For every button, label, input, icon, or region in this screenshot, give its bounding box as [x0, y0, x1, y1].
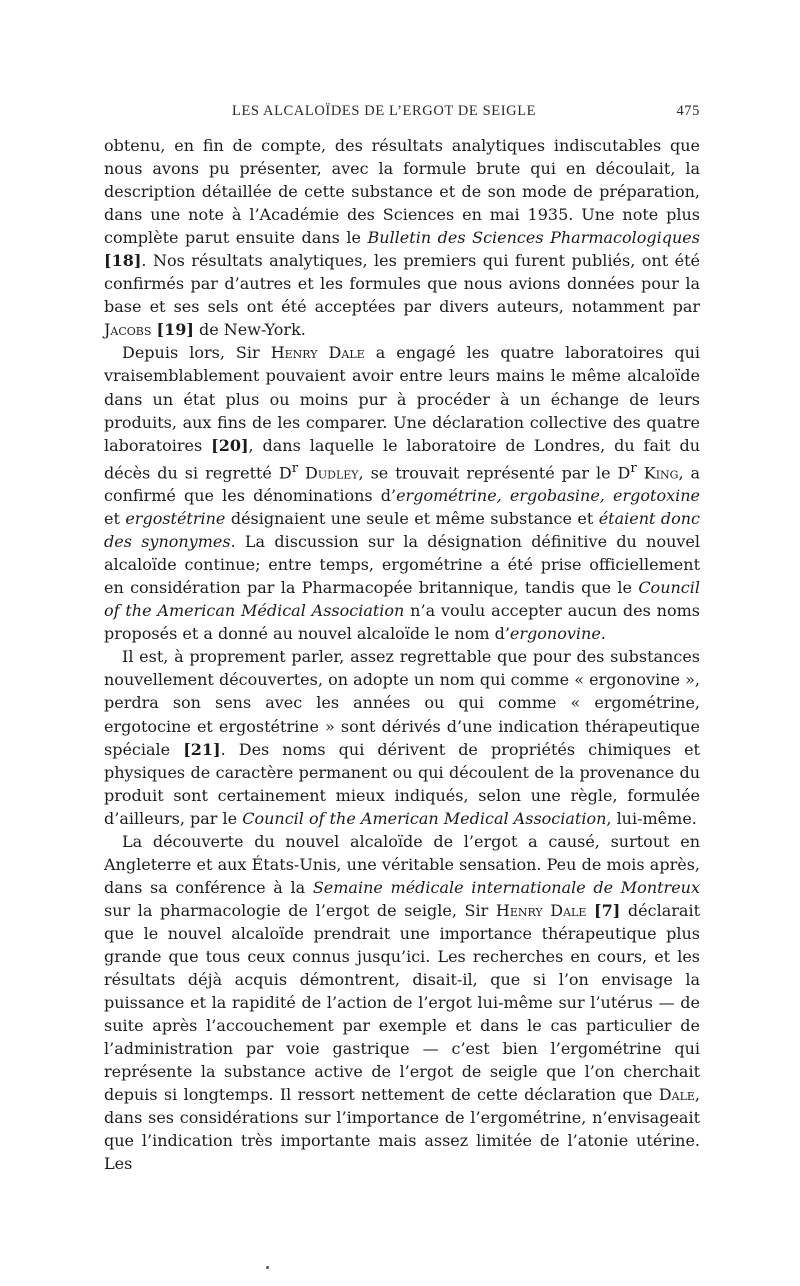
p4-text-c: déclarait que le nouvel alcaloïde prendrait une importance thérapeutique plus grande que tous ceux connus jusqu’ici. Les recherches en cours, et les résultats déjà acquis démontrent, disait-il, que si l’on envisage la puissance et la rapidité de l’action de l’ergot lui-même sur l’utérus — de suite après l’accouchement par exemple et dans le cas particulier de l’administration par voie gastrique — c’est bien l’ergométrine qui représente la substance active de l’ergot de seigle que l’on cherchait depuis si longtemps. Il ressort nettement de cette déclaration que	[104, 900, 700, 1105]
author-dale: Dale	[658, 1085, 695, 1105]
ergonovine-term: ergonovine	[509, 624, 601, 644]
reference-7: [7]	[594, 900, 621, 920]
paragraph-2	[104, 341, 700, 645]
author-jacobs: Jacobs	[104, 320, 152, 340]
p1-text-c: de New-York.	[193, 320, 306, 340]
p3-text-a: Il est, à proprement parler, assez regrettable que pour des substances nouvellement découvertes, on adopte un nom qui comme « ergonovine », perdra son sens avec les années ou qui comme « ergométrine, ergotocine et ergostétrine » sont dérivés d’une indication thérapeutique spéciale	[104, 647, 700, 759]
page-number: 475	[676, 103, 700, 119]
p2-text-j: .	[600, 624, 606, 644]
council-name-2: Council of the American Medical Association	[242, 808, 607, 828]
paragraph-4	[104, 830, 700, 1176]
p2-text-c: , dans laquelle le laboratoire de Londres, du fait du décès du si regretté D	[104, 435, 700, 482]
author-henry-dale-2: Henry Dale	[495, 900, 587, 920]
p2-text-b: a engagé les quatre laboratoires qui vraisemblablement pouvaient avoir entre leurs mains le même alcaloïde dans un état plus ou moins pur à procéder à un échange de leurs produits, aux fins de les comparer. Une déclaration collective des quatre laboratoires	[104, 343, 701, 455]
reference-19: [19]	[156, 320, 194, 340]
p2-text-h: . La discussion sur la désignation définitive du nouvel alcaloïde continue; entre temps, ergométrine a été prise officiellement en considération par la Pharmacopée britannique, tandis que le	[104, 532, 701, 598]
p3-text-c: , lui-même.	[606, 808, 697, 828]
p2-text-a: Depuis lors, Sir	[122, 343, 271, 363]
author-dudley: Dudley	[305, 462, 359, 482]
reference-21: [21]	[183, 739, 221, 759]
p2-text-d: , se trouvait représenté par le D	[358, 462, 631, 482]
journal-title: Bulletin des Sciences Pharmacologiques	[367, 228, 700, 248]
paragraph-1	[104, 134, 700, 341]
p2-text-f: et	[104, 509, 126, 529]
author-king: King	[643, 462, 679, 482]
semaine-medicale-title: Semaine médicale internationale de Montreux	[312, 877, 700, 897]
alkaloid-names: ergométrine, ergobasine, ergotoxine	[396, 486, 700, 506]
body-text	[104, 134, 700, 1175]
dr-superscript-2: r	[630, 460, 637, 476]
paragraph-3	[104, 645, 700, 829]
p4-text-b: sur la pharmacologie de l’ergot de seigle, Sir	[104, 900, 496, 920]
p3-text-b: . Des noms qui dérivent de propriétés chimiques et physiques de caractère permanent ou qui découlent de la provenance du produit sont certainement mieux indiqués, selon une règle, formulée d’ailleurs, par le	[104, 739, 700, 828]
p1-text-a: obtenu, en fin de compte, des résultats analytiques indiscutables que nous avons pu présenter, avec la formule brute qui en découlait, la description détaillée de cette substance et de son mode de préparation, dans une note à l’Académie des Sciences en mai 1935. Une note plus complète parut ensuite dans le	[104, 136, 700, 248]
author-henry-dale: Henry Dale	[270, 343, 365, 363]
running-head	[104, 103, 700, 125]
ink-speck	[266, 1266, 269, 1269]
running-title: LES ALCALOÏDES DE L’ERGOT DE SEIGLE	[232, 103, 537, 119]
reference-20: [20]	[211, 435, 249, 455]
council-name-1: Council of the American Médical Association	[104, 578, 700, 621]
p4-text-a: La découverte du nouvel alcaloïde de l’ergot a causé, surtout en Angleterre et aux États-Unis, une véritable sensation. Peu de mois après, dans sa conférence à la	[104, 831, 700, 897]
synonymes-phrase: étaient donc des synonymes	[104, 509, 701, 552]
reference-18: [18]	[104, 251, 142, 271]
p4-text-d: , dans ses considérations sur l’importance de l’ergométrine, n’envisageait que l’indication très importante mais assez limitée de l’atonie utérine. Les	[104, 1085, 700, 1174]
p1-text-b: . Nos résultats analytiques, les premiers qui furent publiés, ont été confirmés par d’autres et les formules que nous avions données pour la base et ses sels ont été acceptées par divers auteurs, notamment par	[104, 251, 700, 317]
p2-text-i: n’a voulu accepter aucun des noms proposés et a donné au nouvel alcaloïde le nom d’	[104, 601, 701, 644]
p2-text-g: désignaient une seule et même substance et	[225, 509, 599, 529]
p2-text-e: , a confirmé que les dénominations d’	[104, 462, 701, 506]
ergostetrine-term: ergostétrine	[125, 509, 226, 529]
dr-superscript-1: r	[291, 460, 299, 476]
